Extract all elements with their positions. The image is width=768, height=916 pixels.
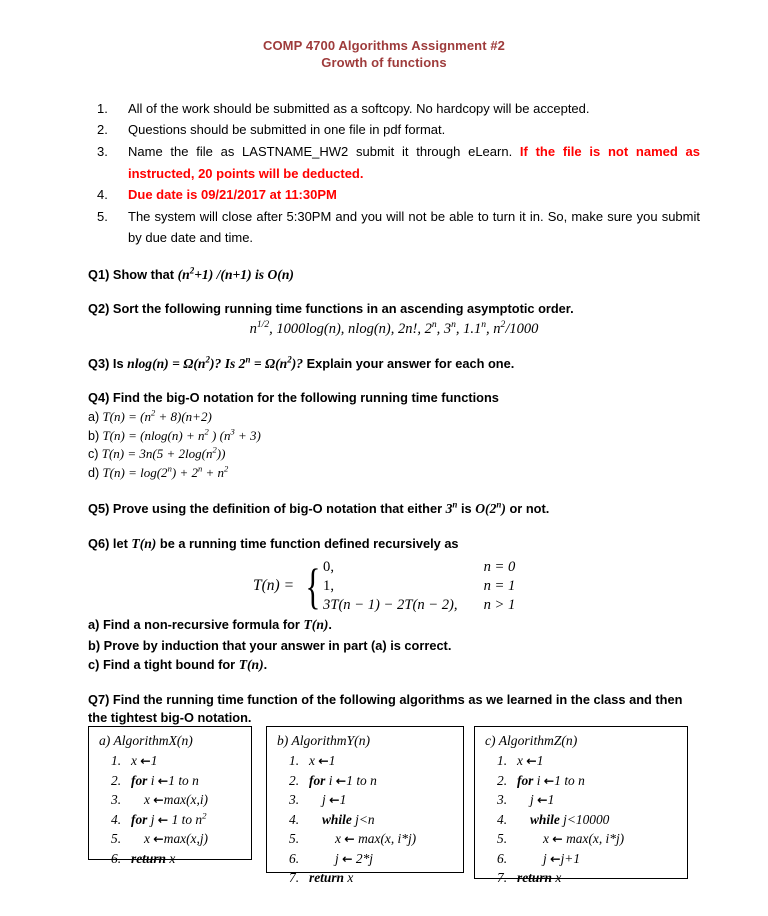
algorithm-step: 4. while j<n [289,811,375,827]
q2-formula-list: $n^{1/2}$, 1000log(n), nlog(n), 2n!, 2$^n$, 3$^n$, 1.1$^n$, $n^2/1000$ [249,318,539,337]
instructions-list [0,98,768,249]
q4-item-a [88,408,700,427]
q7-label: Q7) [88,692,110,708]
instruction-text: Name the file as LASTNAME_HW2 submit it through eLearn. [128,143,520,159]
algorithm-step: 5. x ←max(x,j) [111,831,209,847]
algorithm-step: 6. return x [111,850,176,866]
brace-icon: { [305,558,321,615]
case-value: 1, [323,577,334,594]
case-condition: n > 1 [483,596,516,613]
algorithm-step: 3. j ←1 [497,792,555,808]
q3-label: Q3) [88,355,110,371]
algorithm-box-a [88,726,252,866]
item-label: d) [88,466,100,481]
q2-label: Q2) [88,300,110,316]
q4-label: Q4) [88,389,110,405]
item-math: T(n) [238,656,264,672]
instruction-text: Questions should be submitted in one file in pdf format. [128,122,446,138]
algorithm-step: 5. x ← max(x, i*j) [289,831,417,847]
recurrence-case [323,558,515,577]
algorithm-step: 7. return x [497,870,562,886]
algorithm-step: 2. for i ←1 to n [497,772,585,788]
q6-item-a [88,615,700,635]
algorithm-steps [475,751,687,888]
case-value: 0, [323,559,334,576]
due-date-text: Due date is 09/21/2017 at 11:30PM [128,187,337,203]
q6-math: T(n) [131,536,157,552]
question-6 [88,534,700,553]
q6-items [88,615,700,675]
instruction-warning-text: If the file is not named as instructed, 20 points will be deducted. [128,143,700,181]
item-label: c) [88,656,100,672]
questions-body [88,265,700,727]
q6-recurrence-equation [253,558,700,614]
instruction-item [97,184,700,206]
instruction-item [97,98,700,120]
instruction-text: The system will close after 5:30PM and you will not be able to turn it in. So, make sure you submit by due date and time. [128,208,700,246]
algorithm-title: a) AlgorithmX(n) [99,733,193,748]
item-math: $T(n) = 3n(5 + 2\log(n^2))$ [101,445,226,462]
item-label: b) [88,637,101,653]
item-label: b) [88,428,100,443]
q4-items [88,408,700,484]
algorithm-step: 7. return x [289,870,354,886]
item-text: Find a non-recursive formula for [102,617,300,633]
question-5 [88,499,700,518]
question-4 [88,389,700,407]
q1-prompt: Show that [112,266,175,282]
algorithm-step: 5. x ← max(x, i*j) [497,831,625,847]
item-tail: . [328,617,332,633]
q4-item-b [88,427,700,446]
q2-prompt: Sort the following running time functions in an ascending asymptotic order. [112,300,574,316]
q6-item-c [88,655,700,675]
document-title [0,0,768,72]
list-number: 3. [97,143,108,159]
algorithm-title: b) AlgorithmY(n) [277,733,371,748]
q3-math: $nlog(n) = \Omega(n^2)$? Is $2^n = \Omega(n^2)$? [127,354,304,371]
q7-prompt: Find the running time function of the following algorithms as we learned in the class and then the tightest big-O notation. [88,692,683,726]
instruction-item [97,119,700,141]
item-tail: . [263,656,268,672]
algorithm-steps [267,751,463,888]
recurrence-case [323,577,515,596]
algorithm-step: 3. j ←1 [289,792,347,808]
q5-is: is [460,501,472,517]
item-math: T(n) [303,617,329,633]
q5-math-2: O(2$^n$) [475,499,506,517]
instruction-item [97,141,700,184]
item-math: $T(n) = (nlog(n) + n^2$ ) $(n^3 + 3)$ [102,426,261,443]
algorithm-box-c [474,726,688,886]
recurrence-cases [323,558,515,614]
question-2 [88,300,700,318]
item-math: $T(n) = (n^2 + 8)(n+2)$ [102,407,212,424]
algorithm-step: 6. j ←j+1 [497,850,581,866]
q4-item-c [88,445,700,464]
algorithm-step: 2. for i ←1 to n [111,772,199,788]
instruction-item [97,206,700,249]
list-number: 4. [97,187,108,203]
q4-prompt: Find the big-O notation for the following running time functions [112,389,499,405]
q5-math: 3$^n$ [445,499,458,517]
algorithm-title: c) AlgorithmZ(n) [485,733,578,748]
title-line-1: COMP 4700 Algorithms Assignment #2 [262,38,506,53]
q6-label: Q6) [88,536,110,552]
q4-item-d [88,464,700,483]
q3-lead: Is [112,355,124,371]
case-condition: n = 1 [483,577,516,594]
algorithm-step: 4. while j<10000 [497,811,610,827]
algorithm-steps [89,751,251,868]
recurrence-lhs: T(n) = [253,577,295,595]
question-3 [88,354,700,373]
item-label: a) [88,409,100,424]
algorithm-step: 1. x ←1 [497,753,544,768]
item-text: Find a tight bound for [102,656,236,672]
list-number: 2. [97,122,108,138]
instruction-text: All of the work should be submitted as a softcopy. No hardcopy will be accepted. [128,100,590,116]
case-value: 3T(n − 1) − 2T(n − 2), [323,596,458,613]
algorithm-step: 3. x ←max(x,i) [111,792,209,808]
q1-label: Q1) [88,266,110,282]
case-condition: n = 0 [483,559,516,576]
q5-tail: or not. [509,501,550,517]
algorithm-step: 6. j ← 2*j [289,850,374,866]
item-label: c) [88,447,99,462]
item-math: $T(n) = \log(2^n) + 2^n + n^2$ [102,464,229,481]
q6-lead: let [112,536,128,552]
q6-tail: be a running time function defined recursively as [159,536,459,552]
item-text: Prove by induction that your answer in part (a) is correct. [103,637,452,653]
q3-tail: Explain your answer for each one. [306,355,515,371]
q6-item-b [88,636,700,655]
question-1 [88,265,700,284]
question-7 [88,691,700,727]
list-number: 1. [97,100,108,116]
list-number: 5. [97,208,108,224]
q5-lead: Prove using the definition of big-O notation that either [112,501,443,517]
q1-math: $(n^2+1)$ /(n+1) is O(n) [177,265,294,282]
algorithm-step: 1. x ←1 [289,753,336,768]
q5-label: Q5) [88,501,110,517]
algorithm-box-b [266,726,464,886]
item-label: a) [88,617,100,633]
title-line-2: Growth of functions [321,54,447,70]
recurrence-case [323,596,515,615]
algorithm-step: 2. for i ←1 to n [289,772,377,788]
algorithm-step: 4. for j ← 1 to $n^2$ [111,810,207,827]
algorithm-step: 1. x ←1 [111,753,158,768]
